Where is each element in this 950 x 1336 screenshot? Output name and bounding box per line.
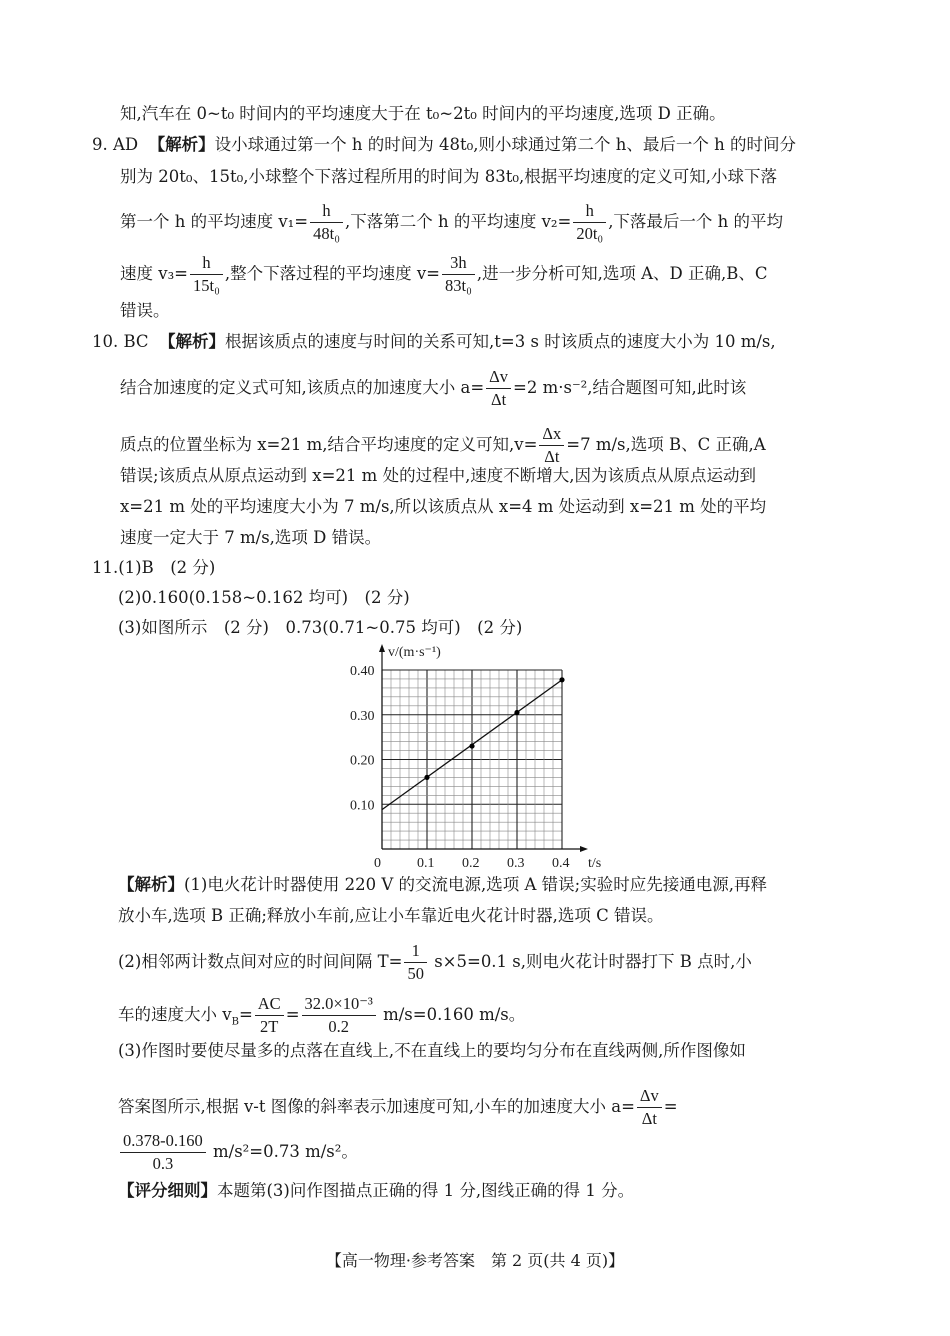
frac-num: h bbox=[573, 200, 606, 223]
frac-den: 0.3 bbox=[152, 1154, 174, 1173]
q10-text-3a: 质点的位置坐标为 x=21 m,结合平均速度的定义可知,v= bbox=[120, 435, 538, 454]
q11-p3-line3 bbox=[118, 1130, 358, 1175]
q10-line5: x=21 m 处的平均速度大小为 7 m/s,所以该质点从 x=4 m 处运动到 x=21 m 处的平均 bbox=[120, 497, 767, 516]
y-tick-label: 0.40 bbox=[350, 664, 375, 679]
frac-den: 83t₀ bbox=[445, 276, 472, 295]
q9-line5: 错误。 bbox=[120, 301, 170, 320]
data-point bbox=[469, 743, 474, 748]
q9-line4 bbox=[120, 252, 767, 297]
q10-line2 bbox=[120, 366, 746, 411]
y-tick-label: 0.30 bbox=[350, 708, 375, 724]
frac-num: 0.378-0.160 bbox=[120, 1130, 206, 1153]
q11-p1-text-1: (1)电火花计时器使用 220 V 的交流电源,选项 A 错误;实验时应先接通电源,再释 bbox=[184, 875, 767, 894]
q9-text-3a: 第一个 h 的平均速度 v₁= bbox=[120, 212, 309, 231]
q10-line1 bbox=[92, 331, 776, 353]
q11-fraction-ac bbox=[255, 993, 284, 1038]
subscript-b: B bbox=[231, 1016, 239, 1028]
grading-tag: 【评分细则】 bbox=[118, 1181, 217, 1200]
q9-text-1: 设小球通过第一个 h 的时间为 48t₀,则小球通过第二个 h、最后一个 h 的时间分 bbox=[214, 135, 796, 154]
q11-line1 bbox=[92, 557, 215, 579]
grading-text: 本题第(3)问作图描点正确的得 1 分,图线正确的得 1 分。 bbox=[217, 1181, 635, 1200]
q11-number: 11. bbox=[92, 558, 119, 577]
vt-graph bbox=[340, 640, 620, 870]
q9-fraction-v3 bbox=[190, 252, 223, 297]
q11-fraction-slope bbox=[120, 1130, 206, 1175]
q11-analysis-line1 bbox=[118, 874, 767, 896]
equals: = bbox=[238, 1005, 253, 1024]
q11-p3-text-2a: 答案图所示,根据 v-t 图像的斜率表示加速度可知,小车的加速度大小 a= bbox=[118, 1097, 635, 1116]
y-tick-label: 0.20 bbox=[350, 753, 375, 769]
frac-den: 2T bbox=[260, 1017, 279, 1036]
q11-p2-text-2b: m/s=0.160 m/s。 bbox=[377, 1005, 526, 1024]
q11-p3-text-3: m/s²=0.73 m/s²。 bbox=[207, 1142, 358, 1161]
x-tick-label: 0.3 bbox=[507, 856, 525, 870]
q11-p2-text-2a: 车的速度大小 v bbox=[118, 1005, 232, 1024]
frac-den: 15t₀ bbox=[193, 276, 220, 295]
q9-text-3c: ,下落最后一个 h 的平均 bbox=[608, 212, 784, 231]
frac-num: Δx bbox=[539, 423, 564, 446]
frac-den: 50 bbox=[407, 964, 424, 983]
q10-fraction-v bbox=[539, 423, 564, 468]
data-point bbox=[559, 677, 564, 682]
q11-p3-text-2b: = bbox=[663, 1097, 678, 1116]
frac-num: AC bbox=[255, 993, 284, 1016]
q9-analysis-tag: 【解析】 bbox=[148, 135, 215, 154]
q9-text-4c: ,进一步分析可知,选项 A、D 正确,B、C bbox=[476, 264, 768, 283]
q11-p2-text-1b: s×5=0.1 s,则电火花计时器打下 B 点时,小 bbox=[428, 952, 752, 971]
q9-text-4a: 速度 v₃= bbox=[120, 264, 189, 283]
q11-answer-1: (1)B (2 分) bbox=[118, 558, 216, 577]
y-axis-label: v/(m·s⁻¹) bbox=[388, 645, 441, 660]
q9-text-4b: ,整个下落过程的平均速度 v= bbox=[224, 264, 440, 283]
q9-fraction-v2 bbox=[573, 200, 606, 245]
q10-line4: 错误;该质点从原点运动到 x=21 m 处的过程中,速度不断增大,因为该质点从原点运动到 bbox=[120, 466, 757, 485]
q10-line3 bbox=[120, 423, 766, 468]
q10-text-2b: =2 m·s⁻²,结合题图可知,此时该 bbox=[513, 378, 747, 397]
q10-line6: 速度一定大于 7 m/s,选项 D 错误。 bbox=[120, 528, 382, 547]
data-point bbox=[514, 710, 519, 715]
q9-text-3b: ,下落第二个 h 的平均速度 v₂= bbox=[344, 212, 572, 231]
equals: = bbox=[285, 1005, 300, 1024]
vt-graph-svg bbox=[340, 640, 620, 870]
q11-p3-line1: (3)作图时要使尽量多的点落在直线上,不在直线上的要均匀分布在直线两侧,所作图像如 bbox=[118, 1041, 746, 1060]
q11-fraction-T bbox=[404, 940, 427, 985]
frac-num: h bbox=[310, 200, 343, 223]
x-axis-arrow-icon bbox=[580, 846, 588, 852]
y-axis-arrow-icon bbox=[379, 644, 385, 652]
x-tick-label: 0.4 bbox=[552, 856, 570, 870]
q11-analysis-line2: 放小车,选项 B 正确;释放小车前,应让小车靠近电火花计时器,选项 C 错误。 bbox=[118, 906, 664, 925]
frac-den: 0.2 bbox=[328, 1017, 349, 1036]
q10-analysis-tag: 【解析】 bbox=[159, 332, 226, 351]
frac-num: Δv bbox=[486, 366, 511, 389]
q10-text-3b: =7 m/s,选项 B、C 正确,A bbox=[566, 435, 766, 454]
frac-den: 48t₀ bbox=[313, 224, 340, 243]
q11-answer-3: (3)如图所示 (2 分) 0.73(0.71~0.75 均可) (2 分) bbox=[118, 618, 523, 637]
q9-line3 bbox=[120, 200, 783, 245]
q10-text-1: 根据该质点的速度与时间的关系可知,t=3 s 时该质点的速度大小为 10 m/s, bbox=[225, 332, 776, 351]
q11-grading bbox=[118, 1180, 634, 1202]
q9-line1 bbox=[92, 134, 796, 156]
x-tick-label: 0.1 bbox=[417, 856, 435, 870]
frac-den: Δt bbox=[641, 1109, 657, 1128]
q9-fraction-v bbox=[442, 252, 475, 297]
page-footer: 【高一物理·参考答案 第 2 页(共 4 页)】 bbox=[325, 1251, 625, 1270]
q9-fraction-v1 bbox=[310, 200, 343, 245]
x-tick-label: 0.2 bbox=[462, 856, 480, 870]
q10-text-2a: 结合加速度的定义式可知,该质点的加速度大小 a= bbox=[120, 378, 485, 397]
q11-p2-text-1a: (2)相邻两计数点间对应的时间间隔 T= bbox=[118, 952, 403, 971]
frac-den: Δt bbox=[490, 390, 507, 409]
frac-num: 1 bbox=[404, 940, 427, 963]
q11-fraction-value bbox=[302, 993, 376, 1038]
frac-num: 3h bbox=[442, 252, 475, 275]
q11-fraction-a bbox=[637, 1085, 662, 1130]
q8-tail-text: 知,汽车在 0~t₀ 时间内的平均速度大于在 t₀~2t₀ 时间内的平均速度,选项 D 正确。 bbox=[120, 104, 726, 123]
q11-p3-line2 bbox=[118, 1085, 678, 1130]
q10-fraction-a bbox=[486, 366, 511, 411]
q9-line2: 别为 20t₀、15t₀,小球整个下落过程所用的时间为 83t₀,根据平均速度的定义可知,小球下落 bbox=[120, 167, 777, 186]
y-tick-label: 0.10 bbox=[350, 798, 375, 814]
q10-number: 10. BC bbox=[92, 332, 149, 351]
frac-den: Δt bbox=[544, 447, 560, 466]
x-tick-label: 0 bbox=[374, 856, 381, 870]
q11-analysis-tag: 【解析】 bbox=[118, 875, 184, 894]
q11-p2-line1 bbox=[118, 940, 752, 985]
x-axis-label: t/s bbox=[588, 856, 602, 870]
frac-num: Δv bbox=[637, 1085, 662, 1108]
q9-number: 9. AD bbox=[92, 135, 139, 154]
data-point bbox=[424, 775, 429, 780]
q11-answer-2: (2)0.160(0.158~0.162 均可) (2 分) bbox=[118, 588, 410, 607]
frac-num: h bbox=[190, 252, 223, 275]
frac-den: 20t₀ bbox=[576, 224, 604, 243]
frac-num: 32.0×10⁻³ bbox=[302, 993, 376, 1016]
q11-p2-line2 bbox=[118, 993, 525, 1038]
